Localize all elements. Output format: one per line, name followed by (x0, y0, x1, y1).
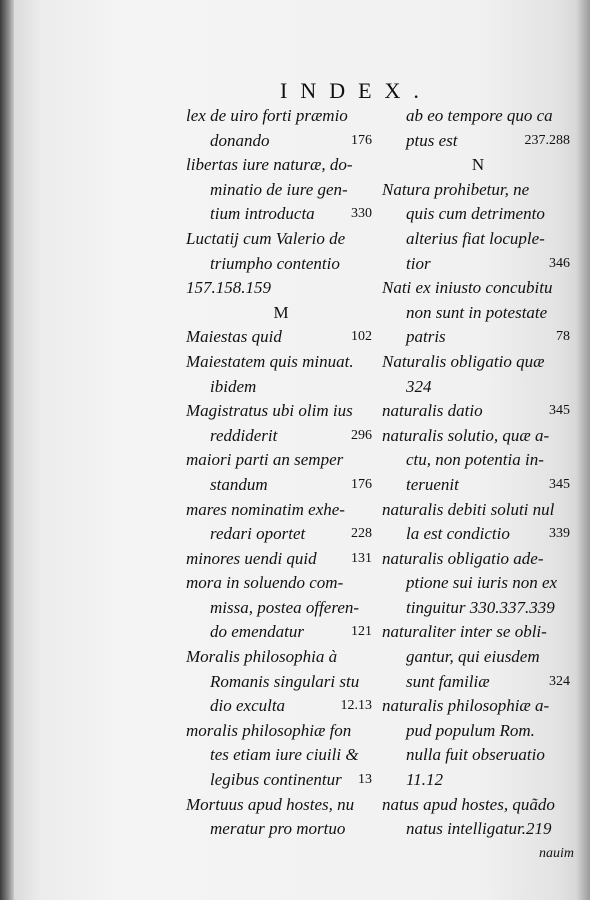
index-entry-text: Mortuus apud hostes, nu (186, 794, 355, 814)
index-entry-line (382, 227, 574, 252)
index-entry-line (382, 276, 574, 301)
index-entry-line (186, 743, 376, 768)
index-entry-line (186, 178, 376, 203)
index-entry-line (382, 399, 574, 424)
index-entry-text: la est condictio (406, 524, 510, 544)
index-entry-text: nauim (539, 845, 574, 861)
index-page-number: 102 (351, 329, 372, 345)
index-entry-line (186, 227, 376, 252)
index-entry-text: moralis philosophiæ fon (186, 720, 352, 740)
index-entry-line (186, 768, 376, 793)
index-entry-text: tium introducta (210, 204, 315, 224)
index-entry-line (382, 129, 574, 154)
index-entry-text: tes etiam iure ciuili & (210, 745, 359, 765)
index-entry-line (186, 448, 376, 473)
index-section-letter (186, 301, 376, 326)
index-entry-text: naturalis debiti soluti nul (382, 499, 555, 519)
index-entry-line (186, 325, 376, 350)
index-entry-text: 157.158.159 (186, 278, 271, 298)
index-entry-text: quis cum detrimento (406, 204, 545, 224)
index-entry-line (382, 104, 574, 129)
index-entry-line (186, 104, 376, 129)
index-entry-line (382, 522, 574, 547)
index-entry-line (382, 817, 574, 842)
index-page-number: 324 (549, 673, 570, 689)
index-entry-text: Magistratus ubi olim ius (186, 401, 353, 421)
index-entry-text: dio exculta (210, 696, 286, 716)
index-entry-line (186, 645, 376, 670)
index-entry-line (186, 547, 376, 572)
index-entry-text: donando (210, 130, 270, 150)
index-entry-text: maiori parti an semper (186, 450, 344, 470)
index-page-number: 330 (351, 206, 372, 222)
index-page-number: 345 (549, 476, 570, 492)
index-entry-line (382, 596, 574, 621)
index-entry-text: meratur pro mortuo (210, 819, 346, 839)
index-entry-line (382, 620, 574, 645)
index-entry-line (186, 276, 376, 301)
index-page-number: 296 (351, 427, 372, 443)
index-entry-text: mares nominatim exhe- (186, 499, 345, 519)
index-entry-text: tior (406, 253, 431, 273)
index-section-letter (382, 153, 574, 178)
index-page-number: 78 (556, 329, 570, 345)
index-entry-line (382, 473, 574, 498)
index-entry-text: gantur, qui eiusdem (406, 647, 540, 667)
index-entry-line (186, 153, 376, 178)
index-page-number: 346 (549, 255, 570, 271)
index-page-number: 176 (351, 132, 372, 148)
index-entry-line (382, 178, 574, 203)
index-entry-text: Naturalis obligatio quæ (382, 351, 545, 371)
index-entry-line (382, 743, 574, 768)
index-entry-line (382, 719, 574, 744)
index-entry-line (186, 817, 376, 842)
index-entry-line (382, 325, 574, 350)
index-column-left (186, 104, 376, 842)
index-entry-text: missa, postea offeren- (210, 597, 360, 617)
index-entry-line (382, 571, 574, 596)
index-entry-line (186, 596, 376, 621)
index-entry-text: legibus continentur (210, 770, 342, 790)
index-entry-text: do emendatur (210, 622, 304, 642)
index-entry-line (382, 645, 574, 670)
index-entry-line (186, 375, 376, 400)
index-entry-text: 324 (406, 376, 432, 396)
index-entry-text: Nati ex iniusto concubitu (382, 278, 553, 298)
index-entry-line (382, 793, 574, 818)
index-page-number: 237.288 (524, 132, 570, 148)
index-entry-line (186, 670, 376, 695)
index-entry-text: N (471, 155, 485, 175)
index-entry-text: ab eo tempore quo ca (406, 106, 553, 125)
index-entry-text: Luctatij cum Valerio de (186, 228, 346, 248)
index-entry-text: nulla fuit obseruatio (406, 745, 545, 765)
index-page-number: 345 (549, 403, 570, 419)
index-page-number: 12.13 (340, 698, 372, 714)
index-entry-text: minatio de iure gen- (210, 179, 348, 199)
index-entry-text: ptione sui iuris non ex (406, 573, 558, 593)
index-entry-text: naturaliter inter se obli- (382, 622, 547, 642)
index-page-number: 131 (351, 550, 372, 566)
page-gutter-shadow (0, 0, 14, 900)
index-entry-text: naturalis obligatio ade- (382, 548, 544, 568)
page-header: INDEX. (280, 78, 432, 103)
index-entry-line (382, 252, 574, 277)
index-entry-line (186, 694, 376, 719)
index-entry-text: standum (210, 474, 268, 494)
index-entry-line (382, 448, 574, 473)
index-entry-text: mora in soluendo com- (186, 573, 344, 593)
index-entry-line (186, 473, 376, 498)
index-entry-text: triumpho contentio (210, 253, 340, 273)
index-page-number: 121 (351, 624, 372, 640)
index-entry-text: redari oportet (210, 524, 306, 544)
index-entry-line (382, 547, 574, 572)
index-entry-text: Romanis singulari stu (210, 671, 360, 691)
index-entry-line (186, 620, 376, 645)
index-entry-text: ptus est (406, 130, 458, 150)
page-edge-shadow (576, 0, 590, 900)
index-entry-text: teruenit (406, 474, 459, 494)
index-entry-text: M (273, 302, 289, 322)
index-page-number: 176 (351, 476, 372, 492)
index-page-number: 339 (549, 526, 570, 542)
index-entry-line (382, 424, 574, 449)
index-entry-text: alterius fiat locuple- (406, 228, 545, 248)
index-entry-line (186, 793, 376, 818)
index-entry-line (382, 694, 574, 719)
index-entry-line (186, 719, 376, 744)
index-entry-text: minores uendi quid (186, 548, 317, 568)
index-entry-line (382, 670, 574, 695)
index-entry-text: naturalis datio (382, 401, 483, 421)
index-entry-text: reddiderit (210, 425, 278, 445)
index-entry-line (186, 571, 376, 596)
index-entry-line (382, 842, 574, 867)
index-column-right (382, 104, 574, 866)
index-entry-text: libertas iure naturæ, do- (186, 155, 353, 175)
index-entry-text: natus apud hostes, quãdo (382, 794, 555, 814)
index-entry-text: lex de uiro forti præmio (186, 106, 348, 125)
index-page-number: 13 (358, 772, 372, 788)
index-entry-line (186, 202, 376, 227)
index-entry-line (382, 202, 574, 227)
index-page-number: 228 (351, 526, 372, 542)
index-entry-text: Maiestas quid (186, 327, 282, 347)
index-entry-line (382, 375, 574, 400)
index-entry-text: Maiestatem quis minuat. (186, 351, 354, 371)
index-entry-text: Moralis philosophia à (186, 647, 338, 667)
index-entry-line (382, 768, 574, 793)
index-entry-line (186, 424, 376, 449)
index-entry-line (186, 129, 376, 154)
index-entry-text: natus intelligatur.219 (406, 819, 552, 839)
index-entry-line (382, 350, 574, 375)
index-entry-text: naturalis philosophiæ a- (382, 696, 550, 716)
index-entry-text: non sunt in potestate (406, 302, 548, 322)
index-entry-line (186, 252, 376, 277)
index-entry-text: ibidem (210, 376, 257, 396)
index-entry-text: naturalis solutio, quæ a- (382, 425, 550, 445)
index-entry-line (186, 350, 376, 375)
index-entry-line (186, 522, 376, 547)
index-entry-text: Natura prohibetur, ne (382, 179, 530, 199)
index-entry-text: 11.12 (406, 770, 443, 790)
index-entry-line (186, 399, 376, 424)
index-entry-text: patris (406, 327, 446, 347)
index-entry-text: sunt familiæ (406, 671, 490, 691)
index-entry-text: ctu, non potentia in- (406, 450, 544, 470)
index-entry-line (382, 301, 574, 326)
index-entry-text: pud populum Rom. (406, 720, 535, 740)
index-entry-text: tinguitur 330.337.339 (406, 597, 555, 617)
index-entry-line (382, 498, 574, 523)
index-entry-line (186, 498, 376, 523)
